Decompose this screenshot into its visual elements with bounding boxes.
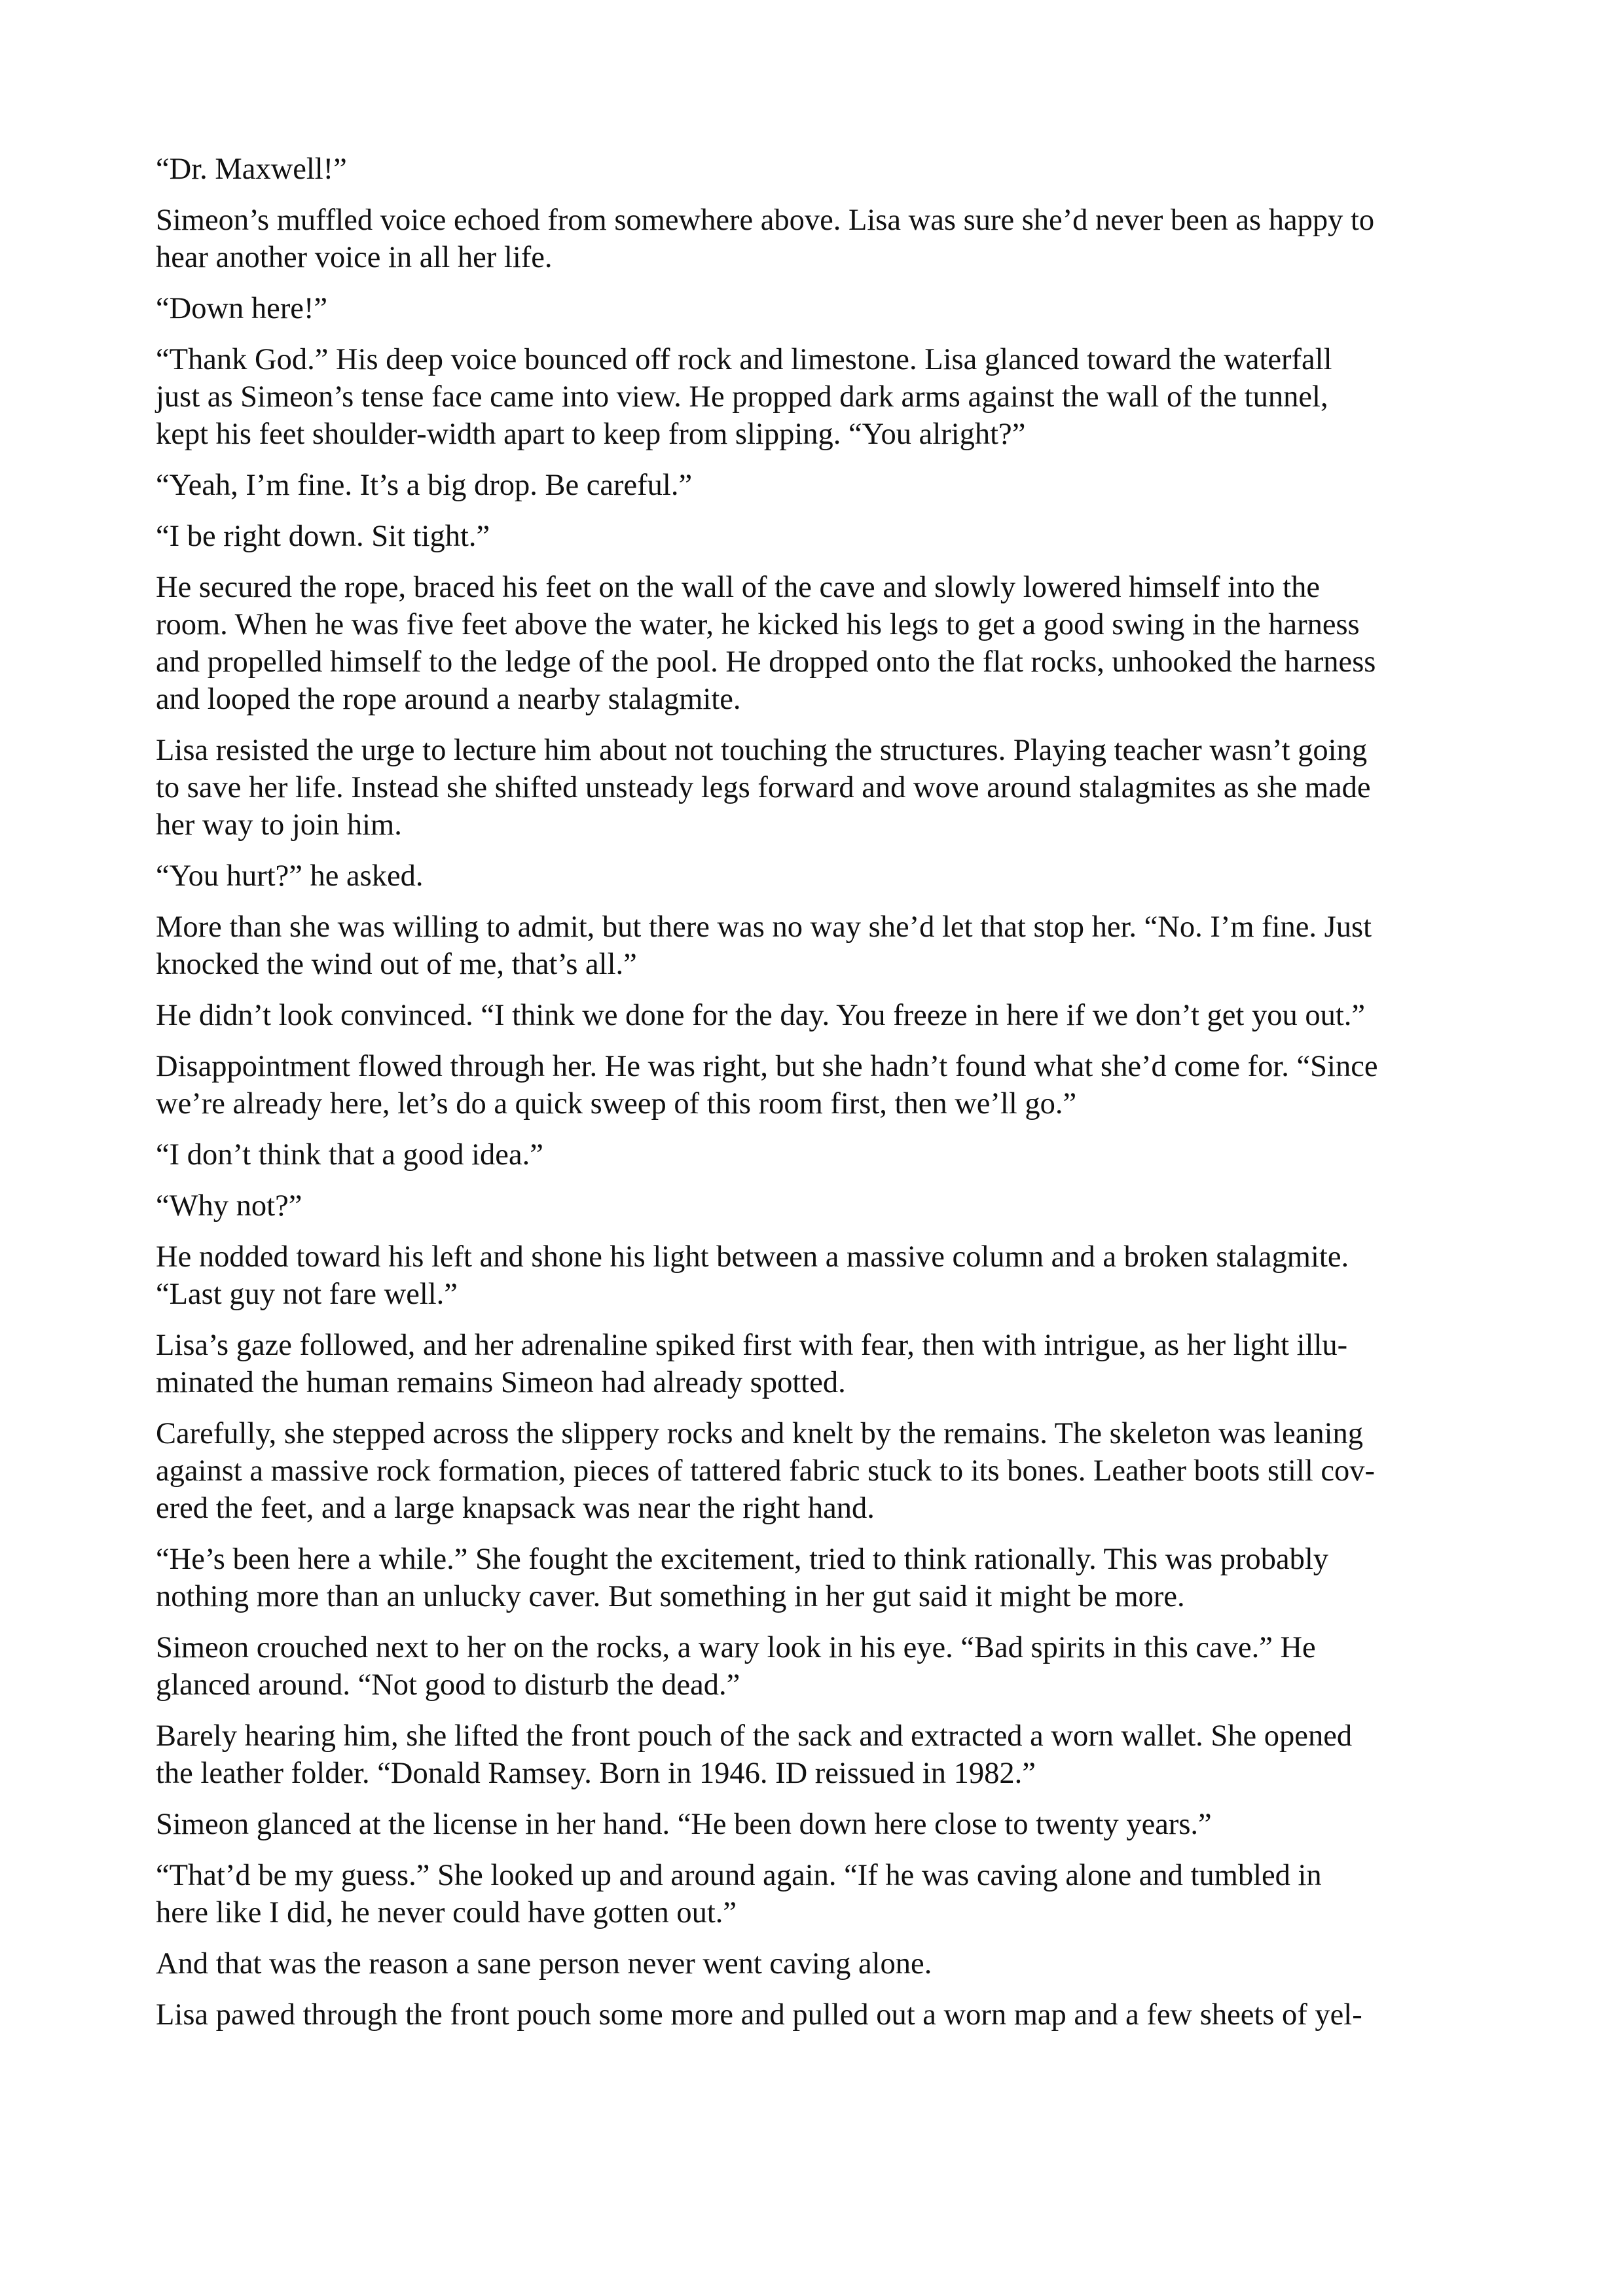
paragraph <box>156 997 1479 1034</box>
paragraph <box>156 1415 1479 1527</box>
text-line: against a massive rock formation, pieces of tattered fabric stuck to its bones. Leather boots still cov- <box>156 1454 1376 1488</box>
paragraph <box>156 290 1479 327</box>
text-line: Simeon’s muffled voice echoed from somewhere above. Lisa was sure she’d never been as happy to <box>156 204 1375 237</box>
paragraph <box>156 569 1479 718</box>
text-line: Carefully, she stepped across the slippery rocks and knelt by the remains. The skeleton was leaning <box>156 1417 1363 1450</box>
text-line: “Down here!” <box>156 292 328 325</box>
body-text <box>156 151 1479 2034</box>
text-line: knocked the wind out of me, that’s all.” <box>156 948 637 981</box>
paragraph <box>156 1945 1479 1982</box>
text-line: Barely hearing him, she lifted the front pouch of the sack and extracted a worn wallet. She opened <box>156 1719 1353 1753</box>
paragraph <box>156 1187 1479 1225</box>
paragraph <box>156 1238 1479 1313</box>
text-line: Lisa resisted the urge to lecture him about not touching the structures. Playing teacher wasn’t going <box>156 734 1368 767</box>
paragraph <box>156 1136 1479 1174</box>
text-line: hear another voice in all her life. <box>156 241 553 274</box>
text-line: ered the feet, and a large knapsack was near the right hand. <box>156 1492 875 1525</box>
text-line: “You hurt?” he asked. <box>156 859 424 893</box>
text-line: And that was the reason a sane person never went caving alone. <box>156 1947 932 1981</box>
text-line: “Yeah, I’m fine. It’s a big drop. Be careful.” <box>156 469 693 502</box>
paragraph <box>156 732 1479 844</box>
text-line: Simeon glanced at the license in her hand. “He been down here close to twenty years.” <box>156 1808 1212 1841</box>
text-line: we’re already here, let’s do a quick sweep of this room first, then we’ll go.” <box>156 1087 1077 1121</box>
text-line: He secured the rope, braced his feet on the wall of the cave and slowly lowered himself into the <box>156 571 1320 604</box>
text-line: Lisa pawed through the front pouch some more and pulled out a worn map and a few sheets of yel- <box>156 1998 1362 2032</box>
text-line: here like I did, he never could have gotten out.” <box>156 1896 737 1929</box>
paragraph <box>156 1717 1479 1792</box>
text-line: the leather folder. “Donald Ramsey. Born in 1946. ID reissued in 1982.” <box>156 1757 1036 1790</box>
text-line: “Thank God.” His deep voice bounced off rock and limestone. Lisa glanced toward the waterfall <box>156 343 1332 376</box>
text-line: “I don’t think that a good idea.” <box>156 1138 543 1172</box>
text-line: to save her life. Instead she shifted unsteady legs forward and wove around stalagmites as she made <box>156 771 1371 804</box>
text-line: “That’d be my guess.” She looked up and around again. “If he was caving alone and tumbled in <box>156 1859 1322 1892</box>
paragraph <box>156 1996 1479 2034</box>
paragraph <box>156 341 1479 453</box>
text-line: “Last guy not fare well.” <box>156 1278 458 1311</box>
paragraph <box>156 1857 1479 1931</box>
paragraph <box>156 151 1479 188</box>
text-line: “I be right down. Sit tight.” <box>156 520 490 553</box>
text-line: He nodded toward his left and shone his light between a massive column and a broken stalagmite. <box>156 1240 1349 1274</box>
text-line: Disappointment flowed through her. He was right, but she hadn’t found what she’d come for. “Since <box>156 1050 1378 1083</box>
text-line: He didn’t look convinced. “I think we done for the day. You freeze in here if we don’t get you out.” <box>156 999 1366 1032</box>
paragraph <box>156 467 1479 504</box>
text-line: More than she was willing to admit, but there was no way she’d let that stop her. “No. I’m fine. Just <box>156 910 1372 944</box>
text-line: “Why not?” <box>156 1189 302 1223</box>
text-line: just as Simeon’s tense face came into view. He propped dark arms against the wall of the tunnel, <box>156 380 1328 414</box>
text-line: kept his feet shoulder-width apart to keep from slipping. “You alright?” <box>156 418 1026 451</box>
paragraph <box>156 1327 1479 1401</box>
text-line: “Dr. Maxwell!” <box>156 152 347 186</box>
paragraph <box>156 1629 1479 1704</box>
text-line: her way to join him. <box>156 808 402 842</box>
text-line: and propelled himself to the ledge of the pool. He dropped onto the flat rocks, unhooked the harness <box>156 645 1376 679</box>
text-line: room. When he was five feet above the water, he kicked his legs to get a good swing in the harness <box>156 608 1360 641</box>
paragraph <box>156 1048 1479 1122</box>
text-line: minated the human remains Simeon had already spotted. <box>156 1366 846 1399</box>
text-line: Lisa’s gaze followed, and her adrenaline spiked first with fear, then with intrigue, as her light illu- <box>156 1329 1348 1362</box>
text-line: nothing more than an unlucky caver. But something in her gut said it might be more. <box>156 1580 1185 1613</box>
paragraph <box>156 908 1479 983</box>
paragraph <box>156 202 1479 276</box>
text-line: “He’s been here a while.” She fought the excitement, tried to think rationally. This was probably <box>156 1543 1329 1576</box>
paragraph <box>156 857 1479 895</box>
paragraph <box>156 518 1479 555</box>
text-line: and looped the rope around a nearby stalagmite. <box>156 683 741 716</box>
text-line: Simeon crouched next to her on the rocks, a wary look in his eye. “Bad spirits in this cave.” He <box>156 1631 1316 1664</box>
text-line: glanced around. “Not good to disturb the dead.” <box>156 1668 740 1702</box>
paragraph <box>156 1806 1479 1843</box>
paragraph <box>156 1541 1479 1615</box>
